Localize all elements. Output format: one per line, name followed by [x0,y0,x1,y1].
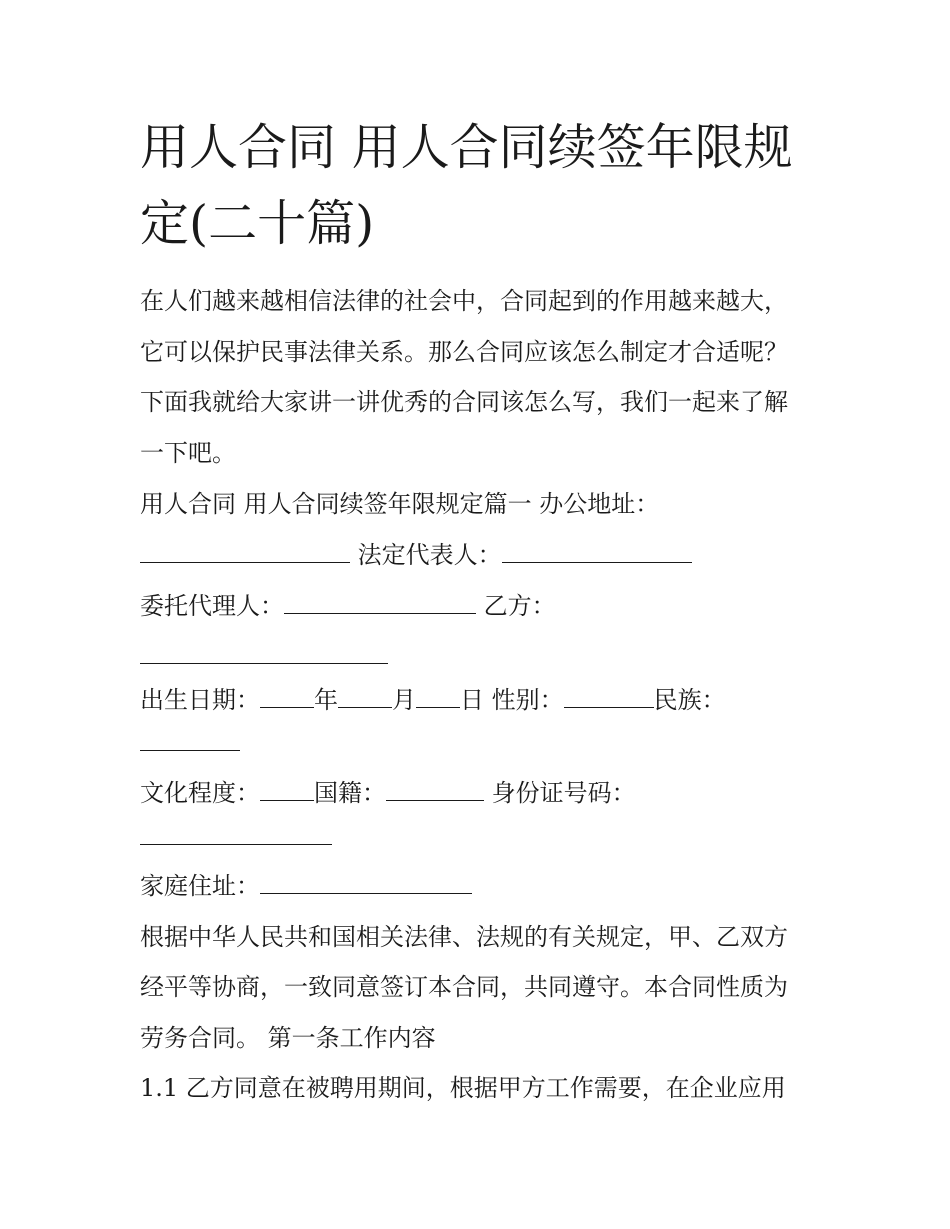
ethnicity-blank-line [140,728,240,758]
legal-rep-blank[interactable] [502,540,692,563]
legal-rep-label: 法定代表人： [357,541,502,569]
gender-label: 性别： [491,686,564,714]
title-line-1: 用人合同 用人合同续签年限规 [140,119,793,176]
id-number-blank[interactable] [140,822,332,845]
body-line-4: 1.1 乙方同意在被聘用期间，根据甲方工作需要，在企业应用 [140,1074,786,1102]
education-line [140,778,636,808]
party-b-label: 乙方： [483,592,556,620]
education-blank[interactable] [260,778,314,801]
gender-blank[interactable] [564,685,654,708]
section-heading: 用人合同 用人合同续签年限规定篇一 办公地址： [140,490,660,518]
month-label: 月 [392,686,416,714]
party-b-blank[interactable] [140,641,388,664]
title-line-2: 定(二十篇) [140,195,375,252]
party-b-blank-line [140,641,388,671]
agent-blank[interactable] [284,591,476,614]
nationality-label: 国籍： [314,779,386,807]
agent-label: 委托代理人： [140,592,284,620]
education-label: 文化程度： [140,779,260,807]
intro-line-4: 一下吧。 [140,439,236,467]
birth-month-blank[interactable] [338,685,392,708]
home-address-line [140,871,472,901]
body-line-3: 劳务合同。 第一条工作内容 [140,1024,436,1052]
id-number-blank-line [140,822,332,852]
home-address-blank[interactable] [260,871,472,894]
agent-line [140,591,556,621]
birth-date-label: 出生日期： [140,686,260,714]
birth-line [140,685,726,715]
ethnicity-label: 民族： [653,686,726,714]
body-line-1: 根据中华人民共和国相关法律、法规的有关规定，甲、乙双方 [140,923,788,951]
year-label: 年 [314,686,338,714]
intro-line-2: 它可以保护民事法律关系。那么合同应该怎么制定才合适呢？ [140,338,788,366]
intro-line-1: 在人们越来越相信法律的社会中，合同起到的作用越来越大， [140,287,788,315]
intro-line-3: 下面我就给大家讲一讲优秀的合同该怎么写，我们一起来了解 [140,388,788,416]
body-line-2: 经平等协商，一致同意签订本合同，共同遵守。本合同性质为 [140,973,788,1001]
office-address-blank[interactable] [140,540,350,563]
nationality-blank[interactable] [386,778,484,801]
legal-rep-line [140,540,692,570]
id-number-label: 身份证号码： [491,779,636,807]
birth-year-blank[interactable] [260,685,314,708]
home-address-label: 家庭住址： [140,872,260,900]
birth-day-blank[interactable] [416,685,460,708]
document-title [140,110,830,262]
day-label: 日 [460,686,484,714]
ethnicity-blank[interactable] [140,728,240,751]
